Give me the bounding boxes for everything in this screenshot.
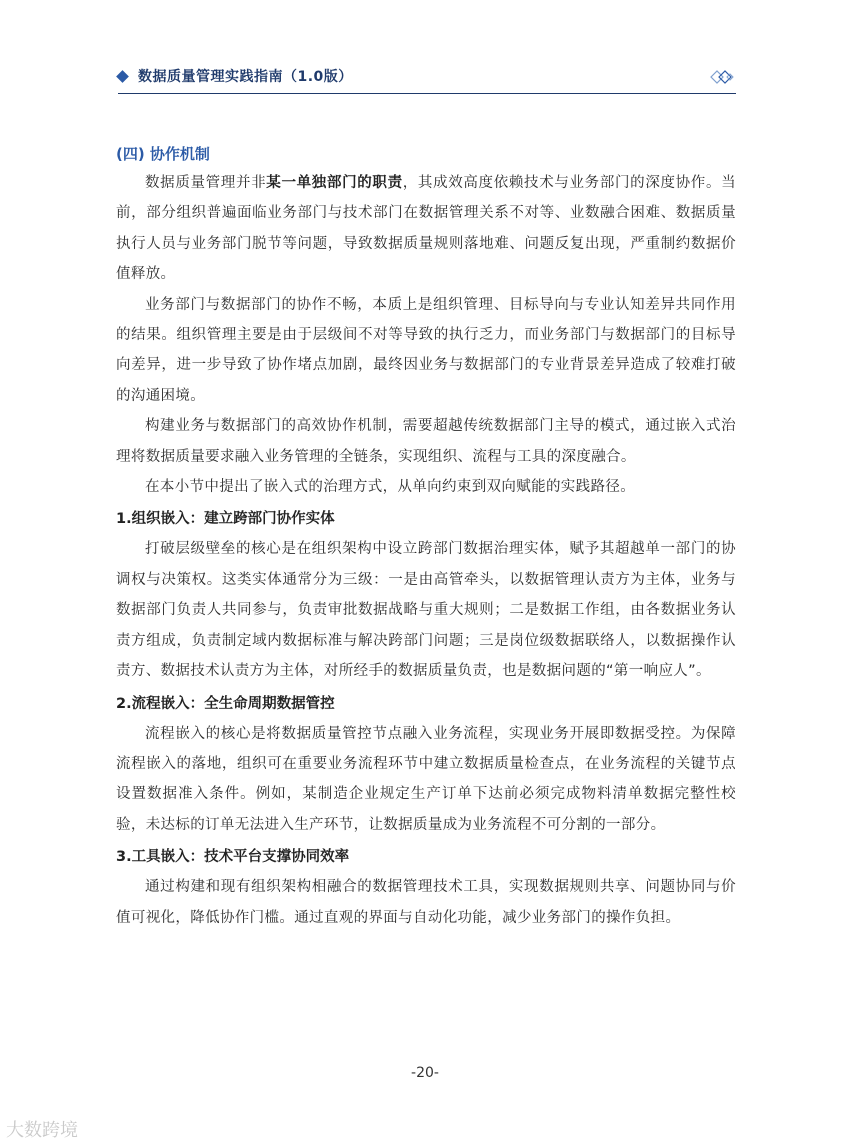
paragraph-1-rest: ，其成效高度依赖技术与业务部门的深度协作。当前，部分组织普遍面临业务部门与技术部门在数据管理关系不对等、业数融合困难、数据质量执行人员与业务部门脱节等问题，导致数据质量规则落地难、问题反复出现，严重制约数据价值释放。 bbox=[116, 175, 736, 283]
page-body bbox=[116, 140, 736, 933]
header-divider bbox=[118, 93, 736, 94]
page-number: -20- bbox=[411, 1065, 439, 1081]
paragraph-1-start: 数据质量管理并非 bbox=[145, 175, 267, 191]
paragraph-1-emphasis: 某一单独部门的职责 bbox=[266, 175, 403, 191]
document-title: 数据质量管理实践指南（1.0版） bbox=[138, 69, 353, 85]
section-heading: (四) 协作机制 bbox=[116, 145, 210, 163]
subheading-organization: 1.组织嵌入：建立跨部门协作实体 bbox=[116, 511, 335, 528]
subheading-tools: 3.工具嵌入：技术平台支撑协同效率 bbox=[116, 849, 350, 866]
paragraph-2: 业务部门与数据部门的协作不畅，本质上是组织管理、目标导向与专业认知差异共同作用的结果。组织管理主要是由于层级间不对等导致的执行乏力，而业务部门与数据部门的目标导向差异，进一步导致了协作堵点加剧，最终因业务与数据部门的专业背景差异造成了较难打破的沟通困境。 bbox=[116, 296, 736, 404]
paragraph-tools: 通过构建和现有组织架构相融合的数据管理技术工具，实现数据规则共享、问题协同与价值可视化，降低协作门槛。通过直观的界面与自动化功能，减少业务部门的操作负担。 bbox=[116, 879, 736, 926]
paragraph-1 bbox=[116, 168, 736, 290]
page-header bbox=[118, 66, 736, 92]
diamond-icon bbox=[116, 70, 129, 83]
paragraph-3: 构建业务与数据部门的高效协作机制，需要超越传统数据部门主导的模式，通过嵌入式治理将数据质量要求融入业务管理的全链条，实现组织、流程与工具的深度融合。 bbox=[116, 418, 736, 465]
subheading-process: 2.流程嵌入：全生命周期数据管控 bbox=[116, 695, 335, 712]
double-diamond-logo-icon bbox=[710, 68, 736, 86]
paragraph-process: 流程嵌入的核心是将数据质量管控节点融入业务流程，实现业务开展即数据受控。为保障流程嵌入的落地，组织可在重要业务流程环节中建立数据质量检查点，在业务流程的关键节点设置数据准入条件。例如，某制造企业规定生产订单下达前必须完成物料清单数据完整性校验，未达标的订单无法进入生产环节，让数据质量成为业务流程不可分割的一部分。 bbox=[116, 725, 736, 833]
watermark: 大数跨境 bbox=[6, 1120, 78, 1141]
paragraph-organization: 打破层级壁垒的核心是在组织架构中设立跨部门数据治理实体，赋予其超越单一部门的协调权与决策权。这类实体通常分为三级：一是由高管牵头，以数据管理认责方为主体，业务与数据部门负责人共同参与，负责审批数据战略与重大规则；二是数据工作组，由各数据业务认责方组成，负责制定域内数据标准与解决跨部门问题；三是岗位级数据联络人，以数据操作认责方、数据技术认责方为主体，对所经手的数据质量负责，也是数据问题的“第一响应人”。 bbox=[116, 541, 736, 680]
paragraph-4: 在本小节中提出了嵌入式的治理方式，从单向约束到双向赋能的实践路径。 bbox=[145, 479, 636, 496]
